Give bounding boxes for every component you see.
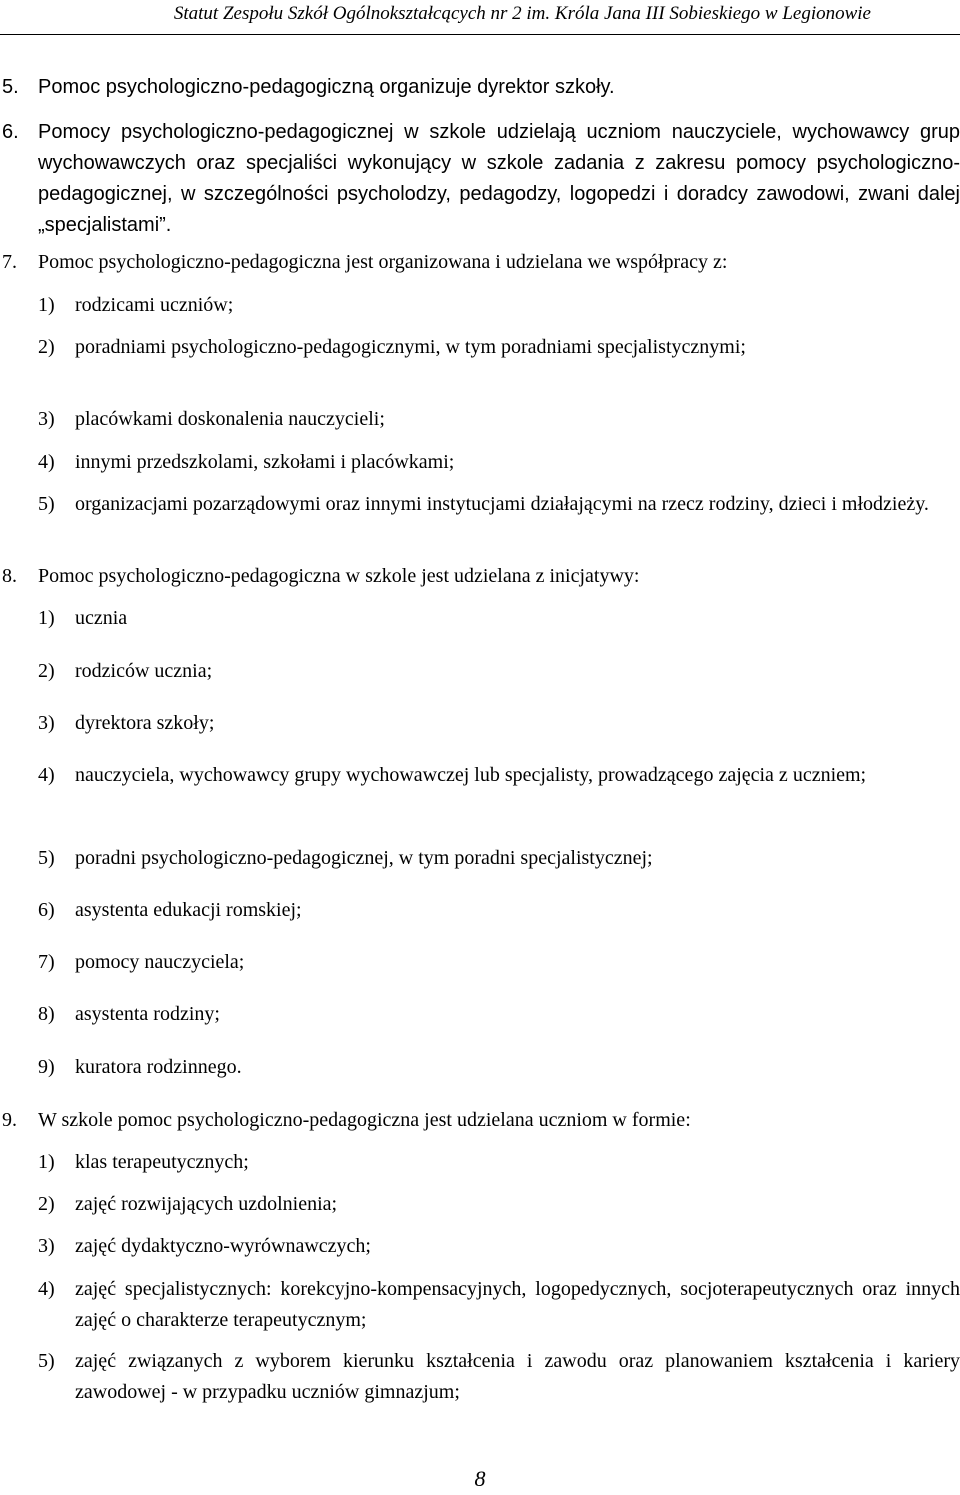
item-number: 7) <box>38 951 55 973</box>
item-number: 5) <box>38 847 55 869</box>
header-title: Statut Zespołu Szkół Ogólnokształcących nr 2 im. Króla Jana III Sobieskiego w Legionowie <box>173 3 871 24</box>
item-number: 2) <box>38 336 55 358</box>
list-item <box>0 1147 960 1178</box>
list-item <box>0 447 960 478</box>
section-text: Pomocy psychologiczno-pedagogicznej w szkole udzielają uczniom nauczyciele, wychowawcy grup wychowawczych oraz specjaliści wykonujący w szkole zadania z zakresu pomocy psychologiczno-pedagogicznej, w szczególności psycholodzy, pedagodzy, logopedzi i doradcy zawodowi, zwani dalej „specjalistami”. <box>38 121 960 236</box>
item-number: 2) <box>38 1193 55 1215</box>
section-text: Pomoc psychologiczno-pedagogiczna w szkole jest udzielana z inicjatywy: <box>38 565 640 587</box>
section-text: W szkole pomoc psychologiczno-pedagogiczna jest udzielana uczniom w formie: <box>38 1109 691 1131</box>
item-text: asystenta edukacji romskiej; <box>75 899 302 921</box>
item-number: 4) <box>38 451 55 473</box>
item-text: zajęć rozwijających uzdolnienia; <box>75 1193 338 1215</box>
list-item <box>0 895 960 926</box>
section-number: 9. <box>2 1109 17 1131</box>
item-number: 4) <box>38 764 55 786</box>
list-item <box>0 999 960 1030</box>
item-number: 5) <box>38 493 55 515</box>
item-text: poradniami psychologiczno-pedagogicznymi, w tym poradniami specjalistycznymi; <box>75 336 746 358</box>
item-text: kuratora rodzinnego. <box>75 1056 242 1078</box>
list-item <box>0 1189 960 1220</box>
list-item <box>0 1052 960 1083</box>
section-number: 6. <box>2 121 19 143</box>
item-number: 1) <box>38 607 55 629</box>
list-item <box>0 603 960 634</box>
item-number: 3) <box>38 712 55 734</box>
list-item <box>0 404 960 435</box>
list-item <box>0 1274 960 1336</box>
item-text: organizacjami pozarządowymi oraz innymi instytucjami działającymi na rzecz rodziny, dzieci i młodzieży. <box>75 493 929 515</box>
list-item <box>0 290 960 321</box>
list-item <box>0 708 960 739</box>
item-text: pomocy nauczyciela; <box>75 951 245 973</box>
item-text: dyrektora szkoły; <box>75 712 215 734</box>
item-text: innymi przedszkolami, szkołami i placówkami; <box>75 451 455 473</box>
item-text: asystenta rodziny; <box>75 1003 220 1025</box>
item-number: 3) <box>38 1235 55 1257</box>
list-item <box>0 1231 960 1262</box>
section-number: 7. <box>2 251 17 273</box>
page-header <box>0 0 960 35</box>
item-text: zajęć dydaktyczno-wyrównawczych; <box>75 1235 371 1257</box>
section-6 <box>0 117 960 241</box>
item-number: 3) <box>38 408 55 430</box>
item-number: 4) <box>38 1278 55 1300</box>
section-9 <box>0 1105 960 1136</box>
list-item <box>0 332 960 363</box>
page-number: 8 <box>474 1466 486 1491</box>
item-text: ucznia <box>75 607 128 629</box>
item-number: 1) <box>38 294 55 316</box>
item-number: 1) <box>38 1151 55 1173</box>
item-text: poradni psychologiczno-pedagogicznej, w tym poradni specjalistycznej; <box>75 847 653 869</box>
section-number: 8. <box>2 565 17 587</box>
item-text: nauczyciela, wychowawcy grupy wychowawczej lub specjalisty, prowadzącego zajęcia z uczniem; <box>75 764 867 786</box>
list-item <box>0 656 960 687</box>
section-text: Pomoc psychologiczno-pedagogiczną organizuje dyrektor szkoły. <box>38 76 615 98</box>
item-number: 5) <box>38 1350 55 1372</box>
item-number: 2) <box>38 660 55 682</box>
list-item <box>0 1346 960 1408</box>
item-text: rodziców ucznia; <box>75 660 213 682</box>
item-text: placówkami doskonalenia nauczycieli; <box>75 408 385 430</box>
item-number: 9) <box>38 1056 55 1078</box>
item-number: 6) <box>38 899 55 921</box>
item-text: zajęć związanych z wyborem kierunku kształcenia i zawodu oraz planowaniem kształcenia i kariery zawodowej - w przypadku uczniów gimnazjum; <box>75 1350 960 1403</box>
item-text: zajęć specjalistycznych: korekcyjno-kompensacyjnych, logopedycznych, socjoterapeutycznych oraz innych zajęć o charakterze terapeutycznym; <box>75 1278 960 1331</box>
section-8 <box>0 561 960 592</box>
list-item <box>0 760 960 791</box>
section-number: 5. <box>2 76 19 98</box>
item-text: klas terapeutycznych; <box>75 1151 249 1173</box>
section-text: Pomoc psychologiczno-pedagogiczna jest organizowana i udzielana we współpracy z: <box>38 251 728 273</box>
list-item <box>0 843 960 874</box>
list-item <box>0 947 960 978</box>
section-5 <box>0 72 960 103</box>
item-number: 8) <box>38 1003 55 1025</box>
list-item <box>0 489 960 520</box>
item-text: rodzicami uczniów; <box>75 294 234 316</box>
section-7 <box>0 247 960 278</box>
